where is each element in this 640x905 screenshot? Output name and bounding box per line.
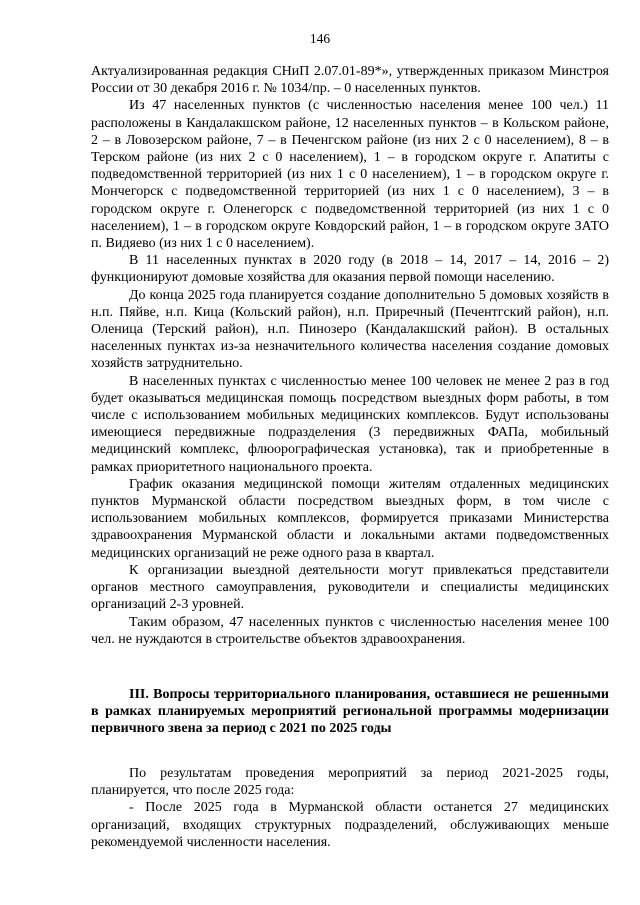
paragraph-household-units: В 11 населенных пунктах в 2020 году (в 2018 – 14, 2017 – 14, 2016 – 2) функционируют домовые хозяйства для оказания первой помощи населению.: [91, 253, 609, 286]
paragraph-schedule: График оказания медицинской помощи жителям отдаленных медицинских пунктов Мурманской области посредством выездных форм, в том числе с использованием мобильных комплексов, формируется приказами Министерства здравоохранения Мурманской области и локальными актами подведомственных медицинских организаций не реже одного раза в квартал.: [91, 476, 609, 561]
page-number: 146: [309, 31, 331, 46]
paragraph-results-intro: По результатам проведения мероприятий за период 2021-2025 годы, планируется, что после 2025 года:: [91, 766, 609, 799]
body-text: [91, 63, 609, 648]
section-heading: III. Вопросы территориального планирования, оставшиеся не решенными в рамках планируемых мероприятий региональной программы модернизации первичного звена за период с 2021 по 2025 годы: [91, 687, 609, 737]
paragraph-snip-reference: Актуализированная редакция СНиП 2.07.01-89*», утвержденных приказом Минстроя России от 30 декабря 2016 г. № 1034/пр. – 0 населенных пунктов.: [91, 64, 609, 97]
closing-text: [91, 765, 609, 851]
paragraph-planned-households: До конца 2025 года планируется создание дополнительно 5 домовых хозяйств в н.п. Пяйве, н.п. Кица (Кольский район), н.п. Приречный (Печентгский район), н.п. Оленица (Терский район), н.п. Пинозеро (Кандалакшский район). В остальных населенных пунктах из-за незначительного количества населения создание домовых хозяйств затруднительно.: [91, 287, 609, 372]
paragraph-settlements-distribution: Из 47 населенных пунктов (с численностью населения менее 100 чел.) 11 расположены в Кандалакшском районе, 12 населенных пунктов – в Кольском районе, 2 – в Ловозерском районе, 7 – в Печенгском районе (из них 2 с 0 населением), 8 – в Терском районе (из них 2 с 0 населением), 1 – в городском округе г. Апатиты с подведомственной территорией (из них 1 с 0 населением), 1 – в городском округе г. Мончегорск с подведомственной территорией (из них 1 с 0 населением), 3 – в городском округе г. Оленегорск с подведомственной территорией (из них 1 с 0 населением), 1 – в городском округе Ковдорский район, 1 – в городском округе ЗАТО п. Видяево (из них 1 с 0 населением).: [91, 98, 609, 252]
paragraph-organization: К организации выездной деятельности могут привлекаться представители органов местного самоуправления, руководители и специалисты медицинских организаций 2-3 уровней.: [91, 562, 609, 613]
paragraph-mobile-care: В населенных пунктах с численностью менее 100 человек не менее 2 раз в год будет оказываться медицинская помощь посредством выездных форм работы, в том числе с использованием мобильных медицинских комплексов. Будут использованы имеющиеся передвижные подразделения (3 передвижных ФАПа, мобильный медицинский комплекс, флюорографическая установка), так и приобретенные в рамках приоритетного национального проекта.: [91, 373, 609, 475]
paragraph-results-item: - После 2025 года в Мурманской области останется 27 медицинских организаций, входящих структурных подразделений, обслуживающих меньше рекомендуемой численности населения.: [91, 800, 609, 850]
paragraph-conclusion: Таким образом, 47 населенных пунктов с численностью населения менее 100 чел. не нуждаются в строительстве объектов здравоохранения.: [91, 614, 609, 647]
